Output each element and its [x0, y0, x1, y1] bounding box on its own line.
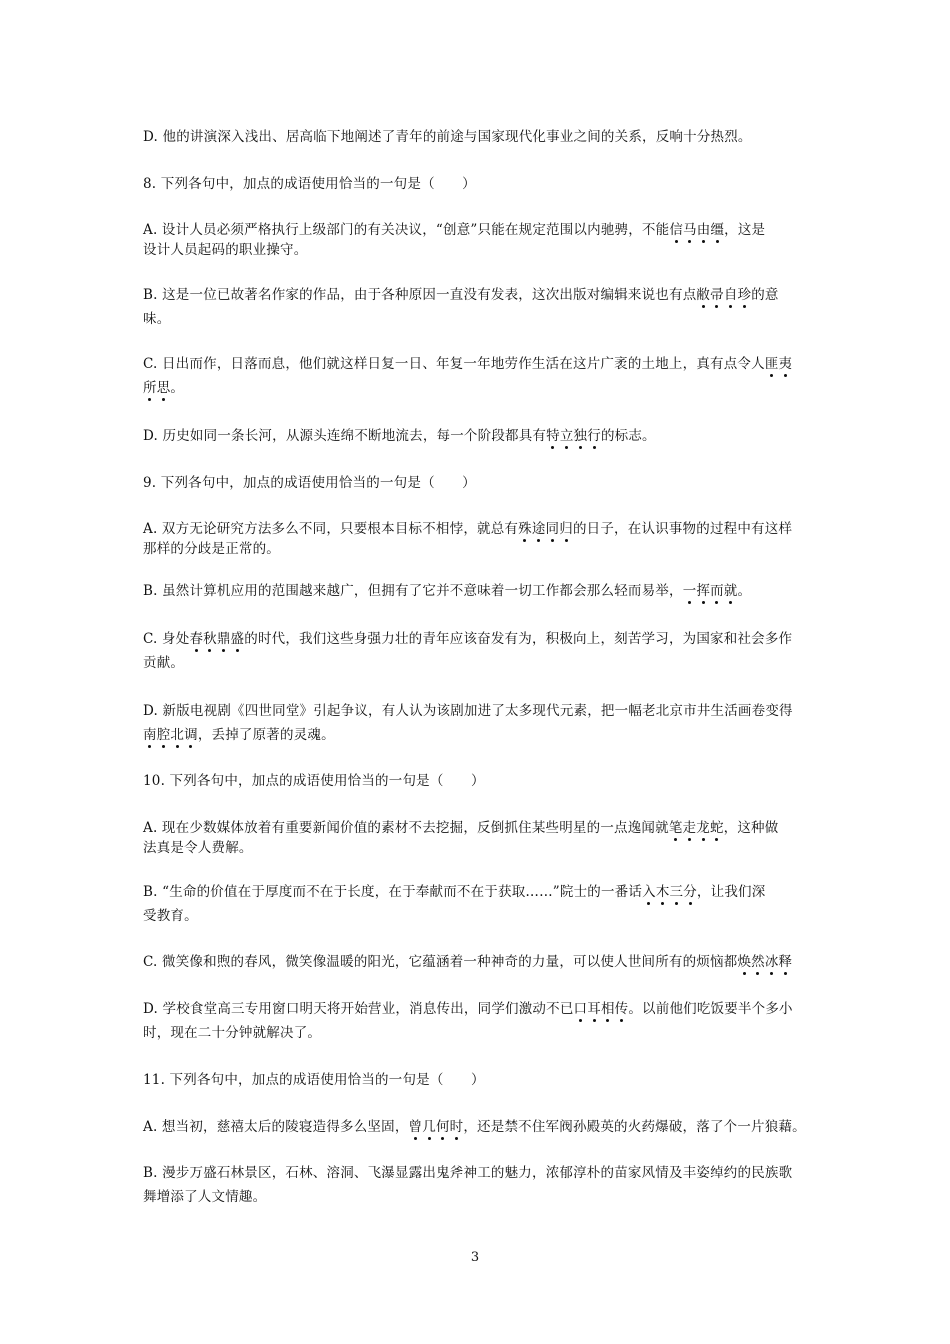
emphasis-dot [579, 1019, 582, 1022]
emphasis-dot [620, 1019, 623, 1022]
text-line [143, 286, 808, 304]
text-segment: 味。 [143, 311, 171, 327]
text-segment: A. 双方无论研究方法多么不同，只要根本目标不相悖，就总有 [143, 521, 519, 537]
text-line [143, 310, 808, 328]
emphasis-dot [222, 649, 225, 652]
text-segment: B. 漫步万盛石林景区，石林、溶洞、飞瀑显露出鬼斧神工的魅力，浓郁淳朴的苗家风情及丰姿绰约的民族歌 [143, 1165, 793, 1181]
text-line [143, 1164, 808, 1182]
text-line [143, 654, 808, 672]
text-line [143, 772, 808, 790]
text-line [143, 128, 808, 146]
text-segment: ，丢掉了原著的灵魂。 [197, 727, 335, 743]
emphasis-dot [236, 649, 239, 652]
emphasis-dot [414, 1137, 417, 1140]
emphasis-dot [688, 601, 691, 604]
text-segment: 11. 下列各句中，加点的成语使用恰当的一句是（ ） [143, 1072, 485, 1088]
text-line [143, 241, 808, 259]
text-segment: 的日子，在认识事物的过程中有这样 [572, 521, 793, 537]
emphasis-dot [743, 305, 746, 308]
emphasis-dot [579, 446, 582, 449]
text-line [143, 427, 808, 445]
text-segment: C. 微笑像和煦的春风，微笑像温暖的阳光，它蕴涵着一种神奇的力量，可以使人世间所有的烦恼都 [143, 954, 738, 970]
text-segment: 9. 下列各句中，加点的成语使用恰当的一句是（ ） [143, 475, 476, 491]
text-line [143, 819, 808, 837]
text-line [143, 630, 808, 648]
text-line [143, 582, 808, 600]
text-line [143, 907, 808, 925]
text-segment: 的时代，我们这些身强力壮的青年应该奋发有为，积极向上，刻苦学习，为国家和社会多作 [244, 631, 793, 647]
emphasis-dot [551, 446, 554, 449]
emphasis-dot [647, 902, 650, 905]
text-line [143, 702, 808, 720]
text-segment: 的标志。 [600, 428, 656, 444]
text-line [143, 839, 808, 857]
emphasis-dot [770, 972, 773, 975]
text-segment: 舞增添了人文情趣。 [143, 1189, 267, 1205]
emphasized-idiom: 入 木 三 分 [642, 884, 697, 900]
text-line [143, 726, 808, 744]
text-segment: ，让我们深 [696, 884, 766, 900]
emphasis-dot [162, 745, 165, 748]
text-segment: ，这是 [724, 222, 766, 238]
text-line [143, 1071, 808, 1089]
emphasis-dot [702, 305, 705, 308]
emphasized-idiom: 南 腔 北 调 [143, 727, 198, 743]
emphasis-dot [176, 745, 179, 748]
text-segment: 时，现在二十分钟就解决了。 [143, 1025, 322, 1041]
text-line [143, 221, 808, 239]
text-line [143, 520, 808, 538]
emphasis-dot [743, 972, 746, 975]
text-segment: 。以前他们吃饭要半个多小 [628, 1001, 793, 1017]
text-line [143, 474, 808, 492]
text-segment: 受教育。 [143, 908, 198, 924]
emphasized-idiom: 匪 夷 [765, 356, 792, 372]
text-line [143, 379, 808, 397]
text-segment: A. 现在少数媒体放着有重要新闻价值的素材不去挖掘，反倒抓住某些明星的一点逸闻就 [143, 820, 669, 836]
emphasis-dot [661, 902, 664, 905]
emphasized-idiom: 殊 途 同 归 [518, 521, 573, 537]
text-segment: 的意 [751, 287, 779, 303]
text-line [143, 1000, 808, 1018]
text-line [143, 175, 808, 193]
text-line [143, 953, 808, 971]
emphasis-dot [148, 745, 151, 748]
emphasis-dot [715, 305, 718, 308]
text-segment: C. 身处 [143, 631, 190, 647]
text-segment: 8. 下列各句中，加点的成语使用恰当的一句是（ ） [143, 176, 476, 192]
emphasis-dot [702, 601, 705, 604]
text-segment: B. 这是一位已故著名作家的作品，由于各种原因一直没有发表，这次出版对编辑来说也有点 [143, 287, 697, 303]
emphasis-dot [606, 1019, 609, 1022]
emphasized-idiom: 口 耳 相 传 [574, 1001, 629, 1017]
text-segment: ，还是禁不住军阀孙殿英的火药爆破，落了个一片狼藉。 [463, 1119, 806, 1135]
emphasis-dot [593, 446, 596, 449]
emphasized-idiom: 笔 走 龙 蛇 [669, 820, 724, 836]
text-segment: B. 虽然计算机应用的范围越来越广，但拥有了它并不意味着一切工作都会那么轻而易举， [143, 583, 683, 599]
emphasis-dot [729, 305, 732, 308]
text-segment: D. 学校食堂高三专用窗口明天将开始营业，消息传出，同学们激动不已 [143, 1001, 574, 1017]
emphasis-dot [770, 374, 773, 377]
text-segment: B. “生命的价值在于厚度而不在于长度，在于奉献而不在于获取……”院士的一番话 [143, 884, 643, 900]
emphasis-dot [455, 1137, 458, 1140]
text-line [143, 883, 808, 901]
text-segment: D. 历史如同一条长河，从源头连绵不断地流去，每一个阶段都具有 [143, 428, 547, 444]
emphasis-dot [441, 1137, 444, 1140]
text-line [143, 1118, 808, 1136]
text-segment: 。 [737, 583, 752, 599]
text-line [143, 1024, 808, 1042]
text-segment: 设计人员起码的职业操守。 [143, 242, 308, 258]
emphasis-dot [189, 745, 192, 748]
emphasized-idiom: 春 秋 鼎 盛 [189, 631, 244, 647]
text-segment: 那样的分歧是正常的。 [143, 541, 280, 557]
emphasis-dot [162, 398, 165, 401]
text-segment: 法真是令人费解。 [143, 840, 253, 856]
emphasis-dot [675, 902, 678, 905]
emphasized-idiom: 一 挥 而 就 [683, 583, 738, 599]
emphasis-dot [756, 972, 759, 975]
emphasis-dot [195, 649, 198, 652]
emphasis-dot [729, 601, 732, 604]
emphasis-dot [593, 1019, 596, 1022]
emphasis-dot [208, 649, 211, 652]
text-segment: 贡献。 [143, 655, 185, 671]
text-line [143, 1188, 808, 1206]
emphasis-dot [689, 902, 692, 905]
emphasized-idiom: 焕 然 冰 释 [737, 954, 792, 970]
emphasized-idiom: 所 思 [143, 380, 170, 396]
text-segment: D. 新版电视剧《四世同堂》引起争议，有人认为该剧加进了太多现代元素，把一幅老北京市井生活画卷变得 [143, 703, 793, 719]
text-segment: A. 设计人员必须严格执行上级部门的有关决议，“创意”只能在规定范围以内驰骋，不能 [143, 222, 670, 238]
text-segment: 。 [170, 380, 185, 396]
emphasis-dot [784, 374, 787, 377]
page-number: 3 [470, 1250, 480, 1265]
text-line [143, 540, 808, 558]
emphasis-dot [148, 398, 151, 401]
text-segment: D. 他的讲演深入浅出、居高临下地阐述了青年的前途与国家现代化事业之间的关系，反响十分热烈。 [143, 129, 752, 145]
emphasis-dot [715, 601, 718, 604]
emphasis-dot [565, 446, 568, 449]
text-segment: 10. 下列各句中，加点的成语使用恰当的一句是（ ） [143, 773, 485, 789]
emphasized-idiom: 曾 几 何 时 [409, 1119, 464, 1135]
emphasis-dot [784, 972, 787, 975]
text-segment: C. 日出而作，日落而息，他们就这样日复一日、年复一年地劳作生活在这片广袤的土地上，真有点令人 [143, 356, 765, 372]
text-segment: A. 想当初，慈禧太后的陵寝造得多么坚固， [143, 1119, 409, 1135]
emphasized-idiom: 信 马 由 缰 [669, 222, 724, 238]
text-line [143, 355, 808, 373]
text-segment: ，这种做 [723, 820, 779, 836]
emphasized-idiom: 特 立 独 行 [546, 428, 601, 444]
emphasis-dot [428, 1137, 431, 1140]
emphasized-idiom: 敝 帚 自 珍 [696, 287, 751, 303]
